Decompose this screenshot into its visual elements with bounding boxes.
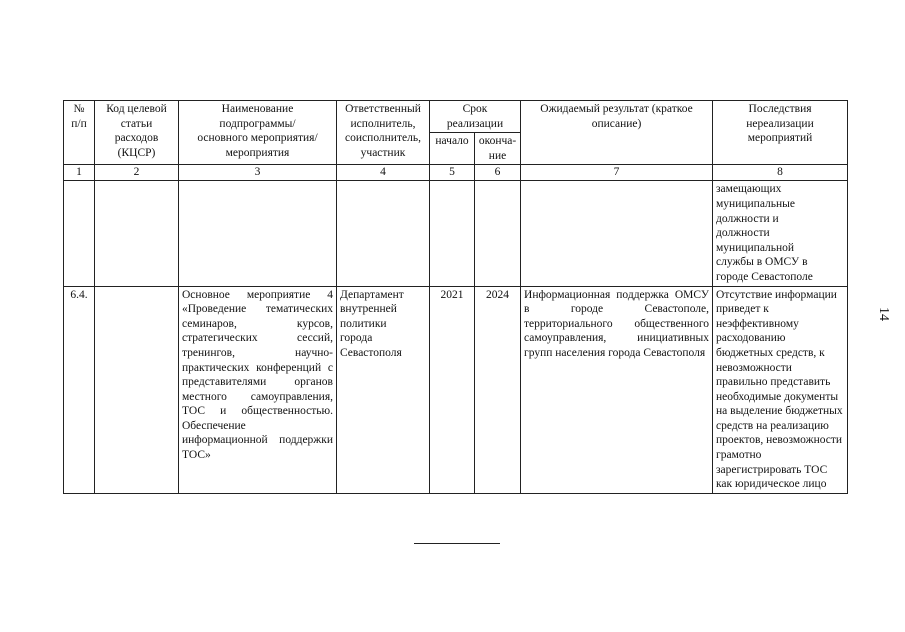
- row-result: Информационная поддержка ОМСУ в городе Севастополе, территориального общественного самоуправления, инициативных групп населения города Севастополя: [521, 286, 713, 493]
- header-code: Код целевой статьи расходов (КЦСР): [95, 101, 179, 165]
- row-number: 6.4.: [64, 286, 95, 493]
- row-end-year: 2024: [475, 286, 521, 493]
- measures-table: [63, 100, 848, 494]
- header-number: № п/п: [64, 101, 95, 165]
- row-code: [95, 286, 179, 493]
- column-number: 3: [179, 165, 337, 181]
- column-number: 1: [64, 165, 95, 181]
- header-result: Ожидаемый результат (краткое описание): [521, 101, 713, 165]
- column-number: 7: [521, 165, 713, 181]
- column-number: 8: [713, 165, 848, 181]
- row-name: Основное мероприятие 4 «Проведение тематических семинаров, курсов, стратегических сессий, тренингов, научно-практических конференций с представителями органов местного самоуправления, ТОС и общественностью. Обеспечение информационной поддержки ТОС»: [179, 286, 337, 493]
- row-consequences: Отсутствие информации приведет к неэффективному расходованию бюджетных средств, к невозможности правильно представить необходимые документы на выделение бюджетных средств на реализацию проектов, невозможности грамотно зарегистрировать ТОС как юридическое лицо: [713, 286, 848, 493]
- footnote-divider: [414, 543, 500, 544]
- table-row-6-4: [64, 286, 848, 493]
- header-term: Срок реализации: [430, 101, 521, 133]
- header-executor: Ответственный исполнитель, соисполнитель, участник: [337, 101, 430, 165]
- header-consequences: Последствия нереализации мероприятий: [713, 101, 848, 165]
- column-number: 6: [475, 165, 521, 181]
- header-name: Наименование подпрограммы/ основного мероприятия/ мероприятия: [179, 101, 337, 165]
- column-number: 5: [430, 165, 475, 181]
- header-row: [64, 101, 848, 133]
- continuation-row: [64, 181, 848, 286]
- row-start-year: 2021: [430, 286, 475, 493]
- column-numbers-row: [64, 165, 848, 181]
- page-number: 14: [876, 307, 891, 321]
- column-number: 2: [95, 165, 179, 181]
- header-start: начало: [430, 133, 475, 165]
- column-number: 4: [337, 165, 430, 181]
- row-executor: Департамент внутренней политики города Севастополя: [337, 286, 430, 493]
- continuation-consequences: замещающих муниципальные должности и должности муниципальной службы в ОМСУ в городе Севастополе: [713, 181, 848, 286]
- header-end: оконча- ние: [475, 133, 521, 165]
